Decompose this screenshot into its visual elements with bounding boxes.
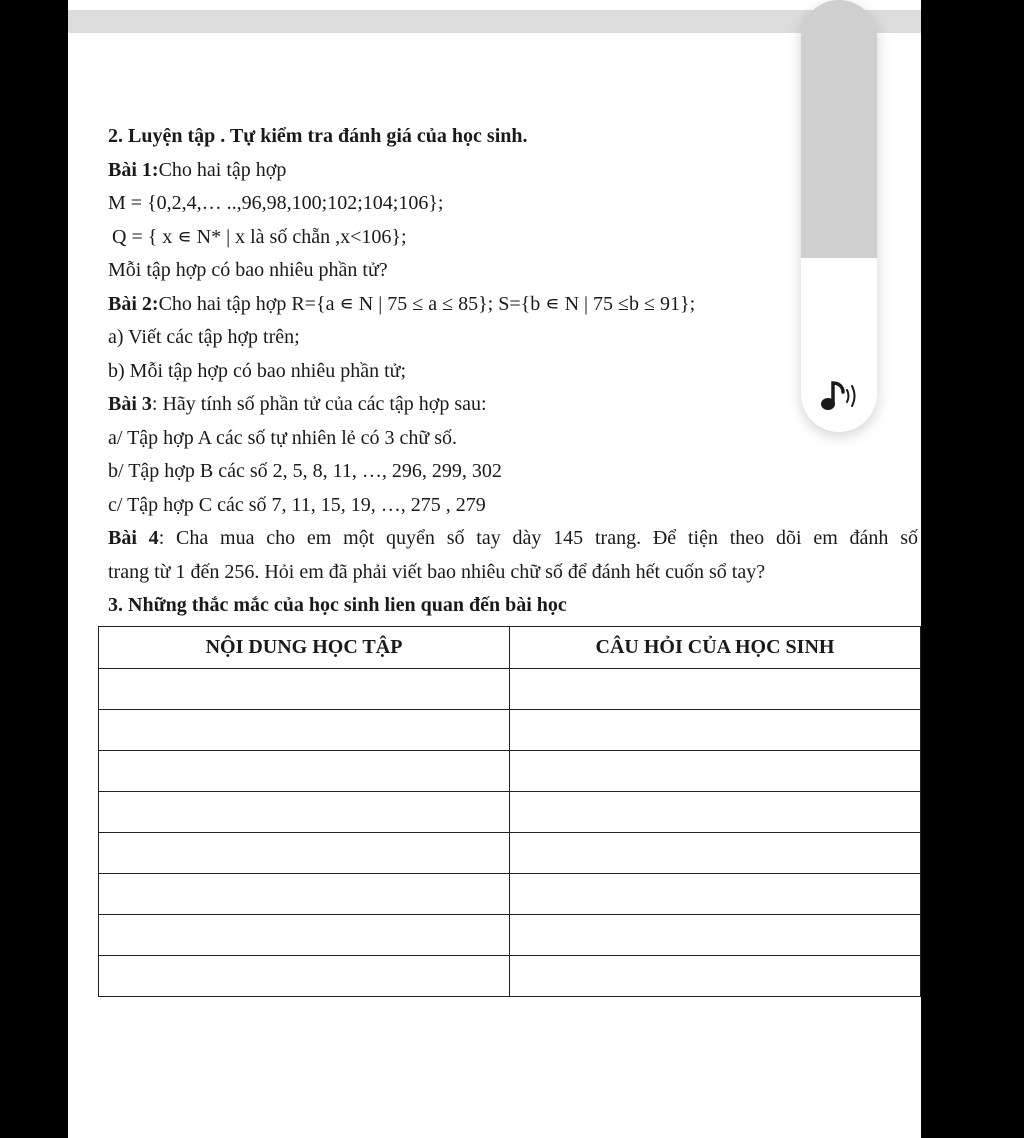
question-cell <box>510 710 921 751</box>
table-body <box>99 669 921 997</box>
set-m: M = {0,2,4,… ..,96,98,100;102;104;106}; <box>108 192 444 214</box>
table-row <box>99 874 921 915</box>
set-q: Q = { x ∊ N* | x là số chẵn ,x<106}; <box>112 225 407 248</box>
table-row <box>99 833 921 874</box>
bai3-item-b: b/ Tập hợp B các số 2, 5, 8, 11, …, 296, 299, 302 <box>108 460 502 482</box>
table-row <box>99 956 921 997</box>
table-header-content: NỘI DUNG HỌC TẬP <box>99 627 510 669</box>
bai1-question: Mỗi tập hợp có bao nhiêu phần tử? <box>108 259 388 281</box>
content-cell <box>99 956 510 997</box>
bai3-item-c: c/ Tập hợp C các số 7, 11, 15, 19, …, 275 , 279 <box>108 493 486 516</box>
question-cell <box>510 956 921 997</box>
content-cell <box>99 915 510 956</box>
content-cell <box>99 751 510 792</box>
scrollbar[interactable] <box>801 0 877 432</box>
music-note-sound-icon <box>819 378 859 414</box>
bai4-line1 <box>108 522 918 556</box>
table-row <box>99 751 921 792</box>
question-cell <box>510 792 921 833</box>
question-cell <box>510 833 921 874</box>
table-row <box>99 669 921 710</box>
table-row <box>99 915 921 956</box>
section3-heading: 3. Những thắc mắc của học sinh lien quan đến bài học <box>108 594 567 616</box>
content-cell <box>99 874 510 915</box>
audio-playback-icon[interactable] <box>815 374 863 418</box>
table-row <box>99 710 921 751</box>
bai2-text: Cho hai tập hợp R={a ∊ N | 75 ≤ a ≤ 85}; S={b ∊ N | 75 ≤b ≤ 91}; <box>158 292 696 315</box>
question-cell <box>510 751 921 792</box>
bai2-line <box>108 288 918 322</box>
bai4-text-line1: : Cha mua cho em một quyển số tay dày 145 trang. Để tiện theo dõi em đánh số <box>158 527 918 549</box>
bai1-text: Cho hai tập hợp <box>158 158 287 181</box>
question-cell <box>510 669 921 710</box>
top-page-strip <box>68 10 921 33</box>
bai1-line <box>108 154 918 188</box>
bai3-line <box>108 388 918 422</box>
bai1-label: Bài 1: <box>108 158 159 181</box>
content-cell <box>99 792 510 833</box>
questions-table <box>98 626 921 997</box>
bai3-label: Bài 3 <box>108 393 152 415</box>
table-row <box>99 792 921 833</box>
bai2-label: Bài 2: <box>108 292 159 315</box>
content-cell <box>99 669 510 710</box>
bai3-text: : Hãy tính số phần tử của các tập hợp sau: <box>151 393 487 415</box>
scrollbar-thumb[interactable] <box>801 0 877 258</box>
table-header-questions: CÂU HỎI CỦA HỌC SINH <box>510 627 921 669</box>
bai2-item-b: b) Mỗi tập hợp có bao nhiêu phần tử; <box>108 359 407 382</box>
content-cell <box>99 710 510 751</box>
bai4-label: Bài 4 <box>108 527 159 549</box>
section2-heading: 2. Luyện tập . Tự kiểm tra đánh giá của học sinh. <box>108 125 528 147</box>
document-content <box>108 120 918 623</box>
table-header-row <box>99 627 921 669</box>
question-cell <box>510 874 921 915</box>
bai3-item-a: a/ Tập hợp A các số tự nhiên lẻ có 3 chữ số. <box>108 426 458 449</box>
bai2-item-a: a) Viết các tập hợp trên; <box>108 326 300 348</box>
question-cell <box>510 915 921 956</box>
bai4-line2: trang từ 1 đến 256. Hỏi em đã phải viết bao nhiêu chữ số để đánh hết cuốn sổ tay? <box>108 560 766 583</box>
content-cell <box>99 833 510 874</box>
document-page <box>68 0 921 1138</box>
